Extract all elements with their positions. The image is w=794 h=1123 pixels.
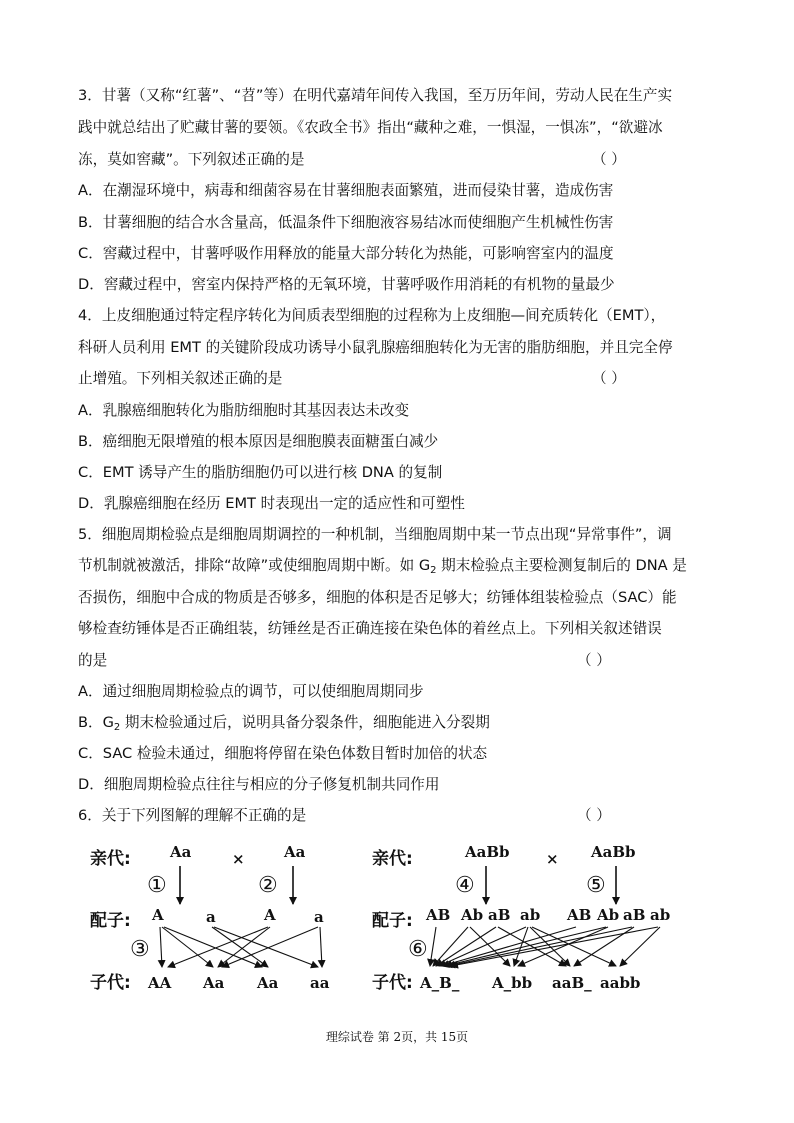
- q4-answer-paren: （ ）: [592, 370, 626, 387]
- q4-option-d: D．乳腺癌细胞在经历 EMT 时表现出一定的适应性和可塑性: [78, 495, 465, 512]
- left-offspring: Aa: [257, 974, 279, 992]
- right-gamete: aB: [623, 906, 646, 924]
- left-offspring-label: 子代:: [90, 973, 131, 993]
- page-footer: 理综试卷 第 2页，共 15页: [325, 1030, 469, 1044]
- left-offspring: Aa: [203, 974, 225, 992]
- q5-option-d: D．细胞周期检验点往往与相应的分子修复机制共同作用: [78, 776, 440, 793]
- left-cross-sign: ×: [232, 850, 245, 868]
- right-gamete: ab: [520, 906, 541, 924]
- left-offspring: AA: [148, 974, 172, 992]
- right-gamete: aB: [488, 906, 511, 924]
- q5-option-a: A．通过细胞周期检验点的调节，可以使细胞周期同步: [78, 683, 424, 700]
- right-fertilization-arrows: [430, 927, 660, 966]
- q3-answer-paren: （ ）: [592, 151, 626, 168]
- left-gamete: a: [206, 908, 216, 926]
- q5-option-b: B．$G_2$ 期末检验通过后，说明具备分裂条件，细胞能进入分裂期: [78, 714, 490, 733]
- left-parent-2: Aa: [284, 843, 306, 861]
- step-4-marker: ④: [455, 873, 475, 898]
- step-1-marker: ①: [147, 873, 167, 898]
- right-offspring: A_bb: [492, 974, 533, 992]
- q4-option-c: C．EMT 诱导产生的脂肪细胞仍可以进行核 DNA 的复制: [78, 464, 443, 481]
- q3-option-d: D．窖藏过程中，窖室内保持严格的无氧环境，甘薯呼吸作用消耗的有机物的量最少: [78, 276, 615, 293]
- right-offspring: aabb: [600, 974, 641, 992]
- q3-stem-line-3: 冻，莫如窖藏”。下列叙述正确的是: [78, 151, 305, 168]
- q4-option-a: A．乳腺癌细胞转化为脂肪细胞时其基因表达未改变: [78, 402, 410, 419]
- right-gamete: AB: [567, 906, 592, 924]
- right-parent-label: 亲代:: [372, 849, 413, 869]
- right-offspring: aaB_: [552, 974, 592, 992]
- right-gamete: Ab: [461, 906, 484, 924]
- q4-stem-line-3: 止增殖。下列相关叙述正确的是: [78, 370, 283, 387]
- right-parent-2: AaBb: [591, 843, 636, 861]
- q5-stem-line-3: 否损伤，细胞中合成的物质是否够多，细胞的体积是否足够大；纺锤体组装检验点（SAC）能: [78, 589, 677, 606]
- left-cross-diagram: [90, 843, 330, 993]
- step-3-marker: ③: [130, 937, 150, 962]
- q5-stem-line-5: 的是: [78, 652, 108, 669]
- right-gamete: AB: [426, 906, 451, 924]
- right-offspring: A_B_: [420, 974, 460, 992]
- left-gamete: A: [152, 906, 164, 924]
- step-6-marker: ⑥: [408, 937, 428, 962]
- q4-stem-line-1: 4．上皮细胞通过特定程序转化为间质表型细胞的过程称为上皮细胞—间充质转化（EMT），: [78, 307, 666, 324]
- q4-option-b: B．癌细胞无限增殖的根本原因是细胞膜表面糖蛋白减少: [78, 433, 439, 450]
- left-parent-label: 亲代:: [90, 849, 131, 869]
- left-parent-1: Aa: [170, 843, 192, 861]
- q6-answer-paren: （ ）: [577, 807, 611, 824]
- left-gamete-label: 配子:: [90, 911, 131, 931]
- q5-stem-line-2: 节机制就被激活，排除“故障”或使细胞周期中断。如 $G_2$ 期末检验点主要检测复制后的 DNA 是: [78, 557, 687, 576]
- step-2-marker: ②: [258, 873, 278, 898]
- right-cross-diagram: [372, 843, 670, 993]
- right-cross-sign: ×: [546, 850, 559, 868]
- step-5-marker: ⑤: [586, 873, 606, 898]
- q3-option-a: A．在潮湿环境中，病毒和细菌容易在甘薯细胞表面繁殖，进而侵染甘薯，造成伤害: [78, 182, 614, 199]
- q6-stem: 6．关于下列图解的理解不正确的是: [78, 807, 307, 824]
- q3-stem-line-2: 践中就总结出了贮藏甘薯的要领。《农政全书》指出“藏种之难，一惧湿，一惧冻”，“欲避冰: [78, 119, 663, 136]
- right-gamete: Ab: [597, 906, 620, 924]
- left-gamete: a: [314, 908, 324, 926]
- right-gamete-label: 配子:: [372, 911, 413, 931]
- left-fertilization-arrows: [160, 927, 322, 967]
- left-offspring: aa: [310, 974, 330, 992]
- right-offspring-label: 子代:: [372, 973, 413, 993]
- q3-option-c: C．窖藏过程中，甘薯呼吸作用释放的能量大部分转化为热能，可影响窖室内的温度: [78, 245, 614, 262]
- right-parent-1: AaBb: [465, 843, 510, 861]
- q5-stem-line-4: 够检查纺锤体是否正确组装，纺锤丝是否正确连接在染色体的着丝点上。下列相关叙述错误: [78, 620, 662, 637]
- q4-stem-line-2: 科研人员利用 EMT 的关键阶段成功诱导小鼠乳腺癌细胞转化为无害的脂肪细胞，并且完全停: [78, 339, 673, 356]
- genetics-cross-diagram: [0, 830, 794, 1010]
- right-gamete: ab: [650, 906, 671, 924]
- q3-option-b: B．甘薯细胞的结合水含量高，低温条件下细胞液容易结冰而使细胞产生机械性伤害: [78, 214, 614, 231]
- q5-answer-paren: （ ）: [577, 652, 611, 669]
- q5-option-c: C．SAC 检验未通过，细胞将停留在染色体数目暂时加倍的状态: [78, 745, 488, 762]
- left-gamete: A: [264, 906, 276, 924]
- q5-stem-line-1: 5．细胞周期检验点是细胞周期调控的一种机制，当细胞周期中某一节点出现“异常事件”，调: [78, 526, 672, 543]
- q3-stem-line-1: 3．甘薯（又称“红薯”、“苕”等）在明代嘉靖年间传入我国，至万历年间，劳动人民在生产实: [78, 87, 673, 104]
